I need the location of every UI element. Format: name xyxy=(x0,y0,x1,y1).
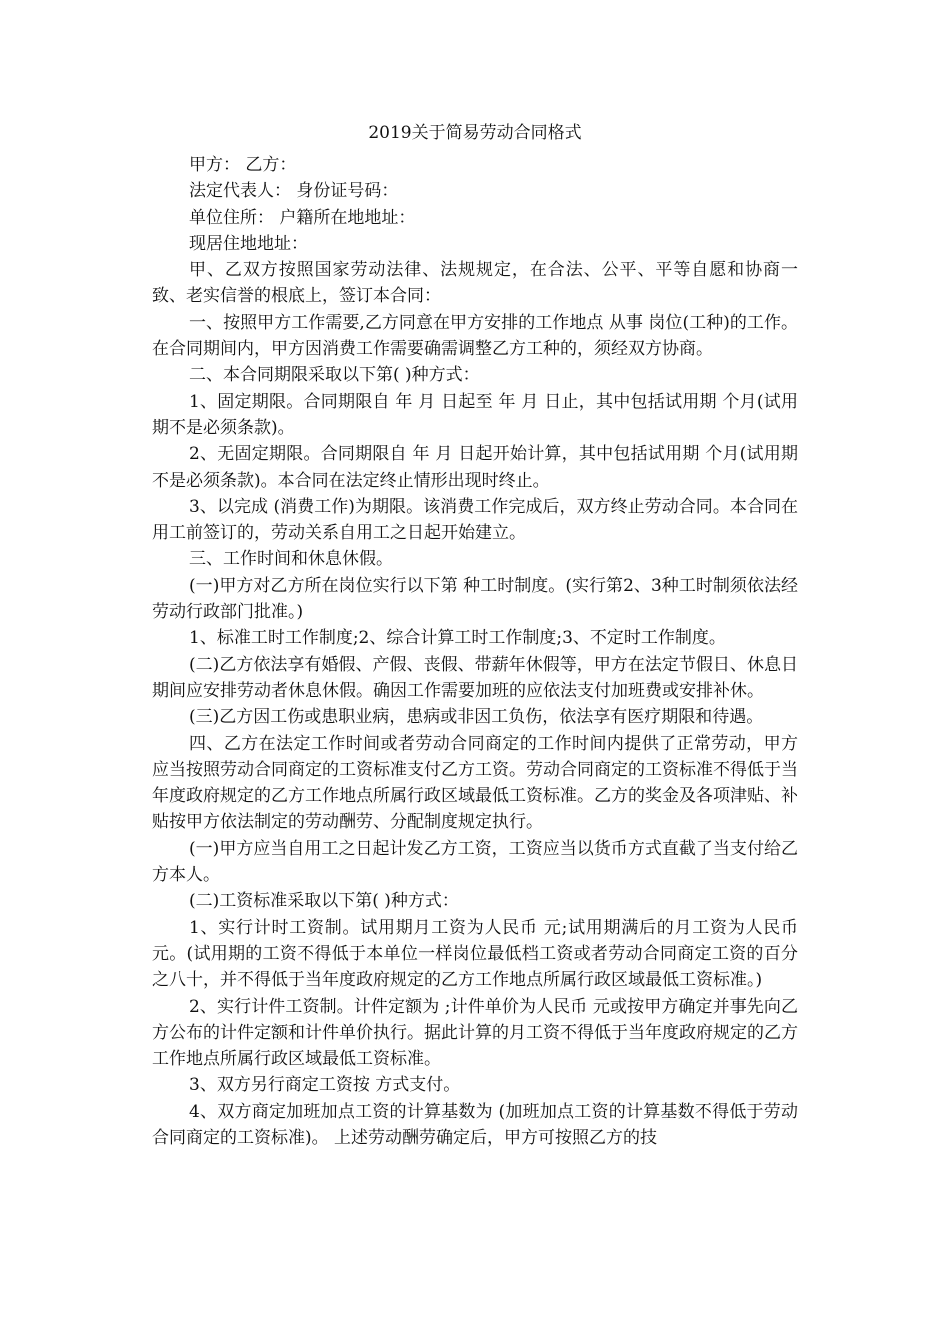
clause-two-heading: 二、本合同期限采取以下第( )种方式： xyxy=(189,365,480,386)
address-line: 单位住所： 户籍所在地地址： xyxy=(189,207,416,228)
preamble-paragraph: 甲、乙双方按照国家劳动法律、法规规定，在合法、公平、平等自愿和协商一致、老实信誉的根底上，签订本合同： xyxy=(152,260,798,307)
clause-two-option-2: 2、无固定期限。合同期限自 年 月 日起开始计算，其中包括试用期 个月(试用期不是必须条款)。本合同在法定终止情形出现时终止。 xyxy=(152,444,798,491)
clause-four-item-2: (二)工资标准采取以下第( )种方式： xyxy=(189,891,459,912)
clause-one: 一、按照甲方工作需要,乙方同意在甲方安排的工作地点 从事 岗位(工种)的工作。在合同期间内，甲方因消费工作需要确需调整乙方工种的，须经双方协商。 xyxy=(152,312,798,360)
clause-three-item-3: (三)乙方因工伤或患职业病，患病或非因工负伤，依法享有医疗期限和待遇。 xyxy=(189,707,764,728)
representative-id: 法定代表人： 身份证号码： xyxy=(189,181,399,202)
current-address: 现居住地地址： xyxy=(189,233,308,254)
clause-four: 四、乙方在法定工作时间或者劳动合同商定的工作时间内提供了正常劳动，甲方应当按照劳动合同商定的工资标准支付乙方工资。劳动合同商定的工资标准不得低于当年度政府规定的乙方工作地点所属行政区域最低工资标准。乙方的奖金及各项津贴、补贴按甲方依法制定的劳动酬劳、分配制度规定执行。 xyxy=(152,733,798,833)
clause-three-heading: 三、工作时间和休息休假。 xyxy=(189,549,393,570)
clause-two-option-1: 1、固定期限。合同期限自 年 月 日起至 年 月 日止，其中包括试用期 个月(试用期不是必须条款)。 xyxy=(152,391,798,438)
clause-three-item-1: (一)甲方对乙方所在岗位实行以下第 种工时制度。(实行第2、3种工时制须依法经劳动行政部门批准。) xyxy=(152,575,798,623)
clause-three-work-systems: 1、标准工时工作制度;2、综合计算工时工作制度;3、不定时工作制度。 xyxy=(189,628,726,649)
clause-two-option-3: 3、以完成 (消费工作)为期限。该消费工作完成后，双方终止劳动合同。本合同在用工前签订的，劳动关系自用工之日起开始建立。 xyxy=(152,496,798,544)
wage-option-1: 1、实行计时工资制。试用期月工资为人民币 元;试用期满后的月工资为人民币 元。(试用期的工资不得低于本单位一样岗位最低档工资或者劳动合同商定工资的百分之八十，并不得低于当年度政府规定的乙方工作地点所属行政区域最低工资标准。) xyxy=(152,917,798,991)
wage-option-4: 4、双方商定加班加点工资的计算基数为 (加班加点工资的计算基数不得低于劳动合同商定的工资标准)。 上述劳动酬劳确定后，甲方可按照乙方的技 xyxy=(152,1101,798,1148)
clause-four-item-1: (一)甲方应当自用工之日起计发乙方工资，工资应当以货币方式直截了当支付给乙方本人。 xyxy=(152,838,798,886)
document-title: 2019关于简易劳动合同格式 xyxy=(368,123,582,143)
wage-option-2: 2、实行计件工资制。计件定额为 ;计件单价为人民币 元或按甲方确定并事先向乙方公布的计件定额和计件单价执行。据此计算的月工资不得低于当年度政府规定的乙方工作地点所属行政区域最低工资标准。 xyxy=(152,996,798,1070)
wage-option-3: 3、双方另行商定工资按 方式支付。 xyxy=(189,1075,461,1096)
clause-three-item-2: (二)乙方依法享有婚假、产假、丧假、带薪年休假等，甲方在法定节假日、休息日期间应安排劳动者休息休假。确因工作需要加班的应依法支付加班费或安排补休。 xyxy=(152,654,798,701)
party-names: 甲方： 乙方： xyxy=(189,155,297,175)
document-page xyxy=(152,120,798,1151)
